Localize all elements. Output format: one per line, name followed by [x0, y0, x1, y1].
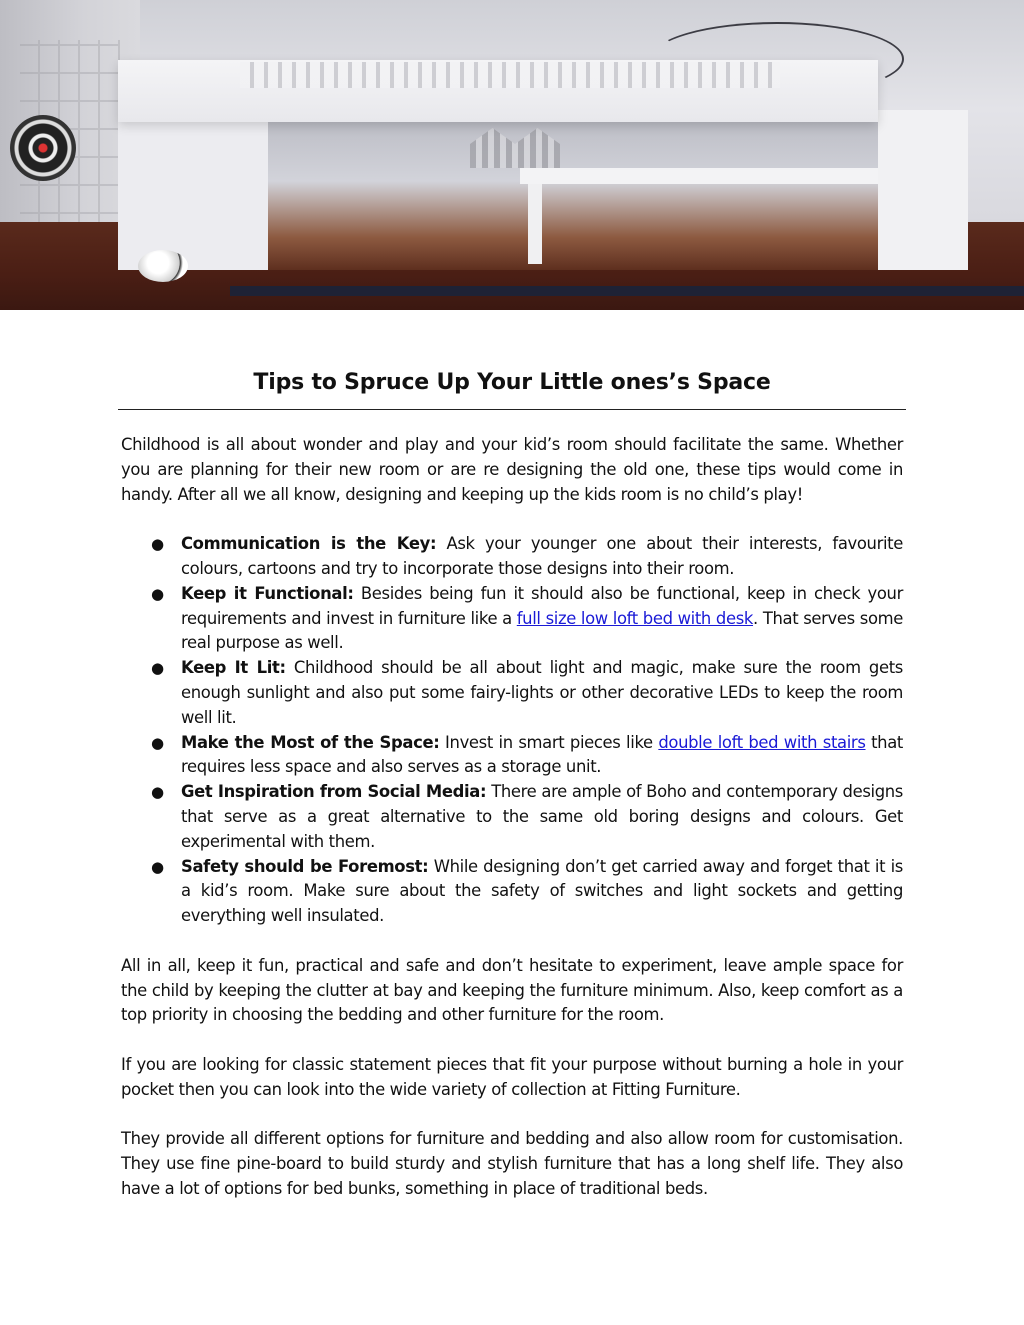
list-item: [121, 855, 903, 929]
tip-title: Keep It Lit:: [181, 658, 286, 678]
bullet-icon: ●: [151, 783, 164, 802]
list-item: [121, 780, 903, 854]
desk-leg: [528, 184, 542, 264]
hero-photo-loft-bed-room: [0, 0, 1024, 310]
article-body: [121, 433, 903, 1202]
loft-post-right: [878, 110, 968, 270]
link-full-size-low-loft-bed[interactable]: full size low loft bed with desk: [516, 608, 754, 628]
tip-text-after: that requires less space and also serves as a storage unit.: [181, 732, 903, 777]
dartboard-icon: [10, 115, 76, 181]
tip-title: Communication is the Key:: [181, 534, 437, 554]
tip-text: While designing don’t get carried away and forget that it is a kid’s room. Make sure about the safety of switches and light sockets and getting everything well insulated.: [181, 856, 903, 926]
hanging-hoop: [650, 22, 904, 96]
list-item: [121, 731, 903, 781]
tip-text: There are ample of Boho and contemporary designs that serve as a great alternative to the same old boring designs and colours. Get experimental with them.: [181, 782, 903, 851]
soccer-ball-icon: [138, 250, 188, 282]
bullet-icon: ●: [151, 535, 164, 554]
tip-text: Childhood should be all about light and magic, make sure the room gets enough sunlight and also put some fairy-lights or other decorative LEDs to keep the room well lit.: [181, 658, 903, 727]
tip-text: Besides being fun it should also be functional, keep in check your requirements and invest in furniture like a: [181, 583, 903, 628]
bullet-icon: ●: [151, 584, 164, 603]
tip-text-after: . That serves some real purpose as well.: [181, 608, 903, 653]
bullet-icon: ●: [151, 733, 164, 752]
tip-title: Safety should be Foremost:: [181, 856, 429, 876]
tip-title: Make the Most of the Space:: [181, 732, 440, 752]
list-item: [121, 582, 903, 656]
intro-paragraph: Childhood is all about wonder and play and your kid’s room should facilitate the same. Whether you are planning for their new room or are re designing the old one, these tips would come in handy. After all we all know, designing and keeping up the kids room is no child’s play!: [121, 435, 903, 504]
bullet-icon: ●: [151, 659, 164, 678]
page-title: Tips to Spruce Up Your Little ones’s Space: [253, 370, 771, 395]
rug-edge: [230, 286, 1024, 296]
loft-nook: [268, 122, 878, 270]
bullet-icon: ●: [151, 857, 164, 876]
closing-paragraph-1: All in all, keep it fun, practical and safe and don’t hesitate to experiment, leave ample space for the child by keeping the clutter at bay and keeping the furniture minimum. Also, keep comfort as a top priority in choosing the bedding and other furniture for the room.: [121, 955, 903, 1025]
loft-post-left: [118, 110, 268, 270]
list-item: [121, 532, 903, 582]
tip-text: Invest in smart pieces like: [439, 732, 659, 752]
desk-top: [520, 168, 900, 184]
link-double-loft-bed[interactable]: double loft bed with stairs: [658, 732, 866, 752]
tip-title: Keep it Functional:: [181, 583, 354, 603]
title-block: [118, 370, 906, 410]
list-item: [121, 656, 903, 730]
tip-title: Get Inspiration from Social Media:: [181, 782, 487, 802]
closing-paragraph-2: If you are looking for classic statement pieces that fit your purpose without burning a hole in your pocket then you can look into the wide variety of collection at Fitting Furniture.: [121, 1054, 903, 1099]
closing-paragraph-3: They provide all different options for furniture and bedding and also allow room for customisation. They use fine pine-board to build sturdy and stylish furniture that has a long shelf life. They also have a lot of options for bed bunks, something in place of traditional beds.: [121, 1129, 903, 1198]
tip-text: Ask your younger one about their interests, favourite colours, cartoons and try to incorporate those designs into their room.: [181, 534, 903, 578]
tips-list: [121, 532, 903, 929]
